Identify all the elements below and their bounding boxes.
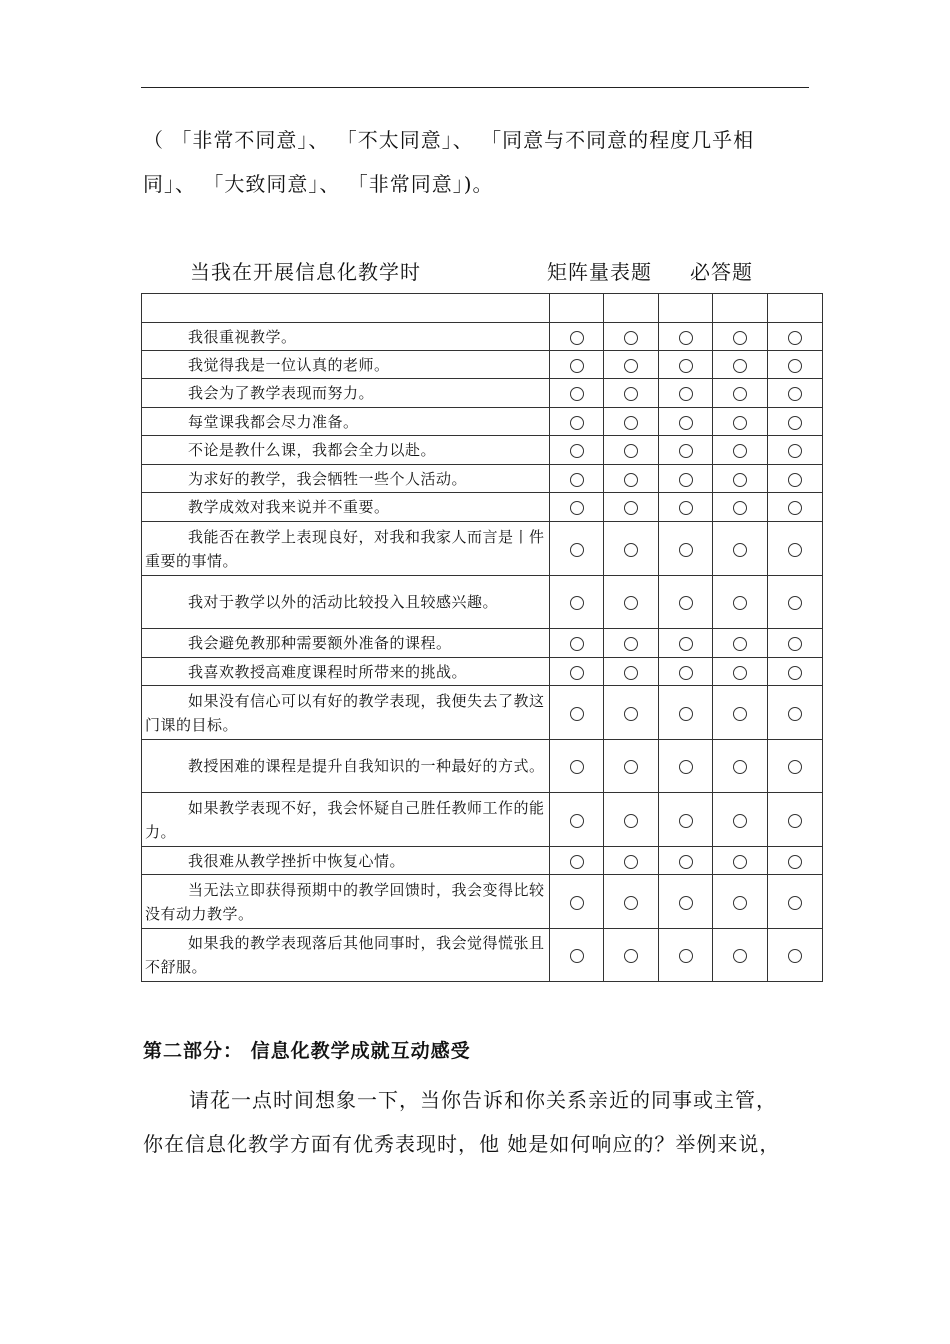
radio-option[interactable] bbox=[679, 855, 693, 869]
header-cell-option bbox=[713, 294, 768, 323]
radio-option[interactable] bbox=[570, 543, 584, 557]
statement-text: 我会为了教学表现而努力。 bbox=[188, 384, 375, 402]
radio-option[interactable] bbox=[733, 331, 747, 345]
radio-option[interactable] bbox=[788, 387, 802, 401]
statement-cell bbox=[142, 436, 550, 465]
option-cell bbox=[713, 436, 768, 465]
radio-option[interactable] bbox=[570, 444, 584, 458]
option-cell bbox=[604, 408, 659, 436]
option-cell bbox=[550, 658, 604, 686]
option-cell bbox=[659, 522, 713, 576]
radio-option[interactable] bbox=[624, 666, 638, 680]
option-cell bbox=[768, 522, 823, 576]
radio-option[interactable] bbox=[733, 387, 747, 401]
option-cell bbox=[659, 493, 713, 522]
statement-text: 如果没有信心可以有好的教学表现，我便失去了教这门课的目标。 bbox=[145, 691, 545, 734]
radio-option[interactable] bbox=[788, 359, 802, 373]
option-cell bbox=[659, 686, 713, 740]
option-cell bbox=[768, 847, 823, 875]
table-row bbox=[142, 493, 823, 522]
statement-text: 当无法立即获得预期中的教学回馈时，我会变得比较没有动力教学。 bbox=[145, 880, 545, 923]
option-cell bbox=[550, 793, 604, 847]
radio-option[interactable] bbox=[570, 331, 584, 345]
statement-cell bbox=[142, 493, 550, 522]
table-row bbox=[142, 522, 823, 576]
option-cell bbox=[604, 686, 659, 740]
option-cell bbox=[659, 351, 713, 379]
radio-option[interactable] bbox=[624, 444, 638, 458]
statement-text: 为求好的教学，我会牺牲一些个人活动。 bbox=[188, 469, 468, 488]
radio-option[interactable] bbox=[788, 760, 802, 774]
radio-option[interactable] bbox=[679, 707, 693, 721]
option-cell bbox=[768, 875, 823, 929]
radio-option[interactable] bbox=[733, 896, 747, 910]
option-cell bbox=[550, 436, 604, 465]
option-cell bbox=[604, 793, 659, 847]
option-cell bbox=[550, 847, 604, 875]
header-cell-option bbox=[550, 294, 604, 323]
option-cell bbox=[659, 847, 713, 875]
statement-text: 教学成效对我来说并不重要。 bbox=[188, 498, 390, 516]
table-row bbox=[142, 929, 823, 982]
table-row bbox=[142, 847, 823, 875]
option-cell bbox=[659, 658, 713, 686]
statement-text: 每堂课我都会尽力准备。 bbox=[188, 412, 359, 431]
option-cell bbox=[659, 875, 713, 929]
table-row bbox=[142, 875, 823, 929]
radio-option[interactable] bbox=[733, 501, 747, 515]
table-row bbox=[142, 686, 823, 740]
option-cell bbox=[604, 465, 659, 493]
question-title: 当我在开展信息化教学时 bbox=[190, 260, 421, 284]
radio-option[interactable] bbox=[624, 501, 638, 515]
header-cell-option bbox=[659, 294, 713, 323]
option-cell bbox=[550, 493, 604, 522]
option-cell bbox=[768, 408, 823, 436]
option-cell bbox=[768, 686, 823, 740]
statement-cell bbox=[142, 465, 550, 493]
radio-option[interactable] bbox=[624, 543, 638, 557]
radio-option[interactable] bbox=[570, 760, 584, 774]
option-cell bbox=[659, 436, 713, 465]
intro-line-1: （ 「非常不同意」、 「不太同意」、 「同意与不同意的程度几乎相 bbox=[143, 128, 755, 152]
table-row bbox=[142, 323, 823, 351]
statement-cell bbox=[142, 629, 550, 658]
option-cell bbox=[768, 793, 823, 847]
question-type: 矩阵量表题 bbox=[547, 260, 652, 284]
radio-option[interactable] bbox=[788, 444, 802, 458]
option-cell bbox=[604, 929, 659, 982]
radio-option[interactable] bbox=[679, 949, 693, 963]
radio-option[interactable] bbox=[679, 814, 693, 828]
table-row bbox=[142, 408, 823, 436]
option-cell bbox=[713, 351, 768, 379]
option-cell bbox=[550, 351, 604, 379]
option-cell bbox=[713, 408, 768, 436]
statement-cell bbox=[142, 658, 550, 686]
table-row bbox=[142, 436, 823, 465]
option-cell bbox=[768, 576, 823, 629]
option-cell bbox=[768, 323, 823, 351]
radio-option[interactable] bbox=[788, 596, 802, 610]
statement-cell bbox=[142, 875, 550, 929]
option-cell bbox=[713, 629, 768, 658]
statement-cell bbox=[142, 522, 550, 576]
radio-option[interactable] bbox=[570, 473, 584, 487]
statement-text: 我会避免教那种需要额外准备的课程。 bbox=[188, 634, 452, 652]
radio-option[interactable] bbox=[788, 501, 802, 515]
radio-option[interactable] bbox=[788, 331, 802, 345]
statement-text: 我很难从教学挫折中恢复心情。 bbox=[188, 851, 406, 870]
table-row bbox=[142, 351, 823, 379]
radio-option[interactable] bbox=[679, 359, 693, 373]
option-cell bbox=[550, 929, 604, 982]
option-cell bbox=[768, 658, 823, 686]
section-2-line-1: 请花一点时间想象一下，当你告诉和你关系亲近的同事或主管， bbox=[189, 1088, 777, 1112]
radio-option[interactable] bbox=[570, 814, 584, 828]
radio-option[interactable] bbox=[733, 444, 747, 458]
table-row bbox=[142, 658, 823, 686]
radio-option[interactable] bbox=[624, 949, 638, 963]
option-cell bbox=[604, 658, 659, 686]
radio-option[interactable] bbox=[733, 416, 747, 430]
radio-option[interactable] bbox=[679, 543, 693, 557]
section-2-line-2: 你在信息化教学方面有优秀表现时，他 她是如何响应的？举例来说， bbox=[143, 1132, 781, 1156]
radio-option[interactable] bbox=[570, 855, 584, 869]
table-row bbox=[142, 379, 823, 408]
radio-option[interactable] bbox=[788, 543, 802, 557]
radio-option[interactable] bbox=[624, 387, 638, 401]
option-cell bbox=[713, 929, 768, 982]
option-cell bbox=[550, 465, 604, 493]
option-cell bbox=[550, 629, 604, 658]
option-cell bbox=[713, 686, 768, 740]
option-cell bbox=[713, 323, 768, 351]
statement-cell bbox=[142, 323, 550, 351]
radio-option[interactable] bbox=[733, 707, 747, 721]
radio-option[interactable] bbox=[624, 473, 638, 487]
option-cell bbox=[713, 522, 768, 576]
radio-option[interactable] bbox=[788, 896, 802, 910]
radio-option[interactable] bbox=[624, 359, 638, 373]
option-cell bbox=[659, 576, 713, 629]
radio-option[interactable] bbox=[733, 596, 747, 610]
intro-line-2: 同」、 「大致同意」、 「非常同意」)。 bbox=[143, 172, 494, 196]
option-cell bbox=[550, 740, 604, 793]
option-cell bbox=[768, 493, 823, 522]
option-cell bbox=[713, 465, 768, 493]
radio-option[interactable] bbox=[679, 896, 693, 910]
statement-text: 如果教学表现不好，我会怀疑自己胜任教师工作的能力。 bbox=[145, 798, 545, 841]
option-cell bbox=[768, 351, 823, 379]
radio-option[interactable] bbox=[788, 637, 802, 651]
table-row bbox=[142, 740, 823, 793]
radio-option[interactable] bbox=[679, 416, 693, 430]
radio-option[interactable] bbox=[788, 666, 802, 680]
statement-text: 我喜欢教授高难度课程时所带来的挑战。 bbox=[188, 662, 468, 681]
option-cell bbox=[550, 522, 604, 576]
radio-option[interactable] bbox=[788, 949, 802, 963]
option-cell bbox=[604, 847, 659, 875]
statement-cell bbox=[142, 740, 550, 793]
radio-option[interactable] bbox=[570, 501, 584, 515]
option-cell bbox=[604, 351, 659, 379]
radio-option[interactable] bbox=[679, 637, 693, 651]
option-cell bbox=[659, 793, 713, 847]
statement-cell bbox=[142, 686, 550, 740]
radio-option[interactable] bbox=[570, 949, 584, 963]
statement-text: 不论是教什么课，我都会全力以赴。 bbox=[188, 441, 437, 459]
header-cell-statement bbox=[142, 294, 550, 323]
statement-text: 我对于教学以外的活动比较投入且较感兴趣。 bbox=[188, 593, 499, 611]
radio-option[interactable] bbox=[570, 896, 584, 910]
radio-option[interactable] bbox=[570, 707, 584, 721]
statement-cell bbox=[142, 379, 550, 408]
option-cell bbox=[604, 493, 659, 522]
option-cell bbox=[659, 323, 713, 351]
radio-option[interactable] bbox=[679, 473, 693, 487]
radio-option[interactable] bbox=[733, 760, 747, 774]
option-cell bbox=[604, 323, 659, 351]
option-cell bbox=[550, 408, 604, 436]
statement-text: 教授困难的课程是提升自我知识的一种最好的方式。 bbox=[188, 757, 545, 775]
radio-option[interactable] bbox=[788, 416, 802, 430]
radio-option[interactable] bbox=[570, 596, 584, 610]
radio-option[interactable] bbox=[679, 760, 693, 774]
option-cell bbox=[768, 629, 823, 658]
statement-cell bbox=[142, 847, 550, 875]
statement-cell bbox=[142, 793, 550, 847]
statement-cell bbox=[142, 408, 550, 436]
option-cell bbox=[604, 629, 659, 658]
radio-option[interactable] bbox=[733, 666, 747, 680]
radio-option[interactable] bbox=[624, 331, 638, 345]
radio-option[interactable] bbox=[624, 596, 638, 610]
option-cell bbox=[713, 493, 768, 522]
option-cell bbox=[713, 793, 768, 847]
option-cell bbox=[604, 875, 659, 929]
radio-option[interactable] bbox=[624, 896, 638, 910]
option-cell bbox=[550, 379, 604, 408]
option-cell bbox=[768, 379, 823, 408]
radio-option[interactable] bbox=[570, 666, 584, 680]
radio-option[interactable] bbox=[733, 855, 747, 869]
radio-option[interactable] bbox=[733, 949, 747, 963]
radio-option[interactable] bbox=[788, 855, 802, 869]
intro-paragraph bbox=[143, 118, 815, 206]
radio-option[interactable] bbox=[624, 855, 638, 869]
radio-option[interactable] bbox=[788, 814, 802, 828]
table-row bbox=[142, 465, 823, 493]
radio-option[interactable] bbox=[733, 473, 747, 487]
option-cell bbox=[713, 847, 768, 875]
option-cell bbox=[713, 379, 768, 408]
option-cell bbox=[659, 379, 713, 408]
option-cell bbox=[604, 436, 659, 465]
header-row bbox=[142, 294, 823, 323]
option-cell bbox=[604, 379, 659, 408]
radio-option[interactable] bbox=[788, 707, 802, 721]
statement-cell bbox=[142, 929, 550, 982]
option-cell bbox=[713, 740, 768, 793]
option-cell bbox=[659, 465, 713, 493]
radio-option[interactable] bbox=[624, 707, 638, 721]
option-cell bbox=[768, 740, 823, 793]
statement-text: 我觉得我是一位认真的老师。 bbox=[188, 355, 390, 374]
table-row bbox=[142, 793, 823, 847]
radio-option[interactable] bbox=[570, 637, 584, 651]
option-cell bbox=[659, 740, 713, 793]
option-cell bbox=[713, 576, 768, 629]
option-cell bbox=[659, 408, 713, 436]
required-label: 必答题 bbox=[690, 260, 753, 284]
option-cell bbox=[768, 465, 823, 493]
radio-option[interactable] bbox=[679, 596, 693, 610]
radio-option[interactable] bbox=[570, 387, 584, 401]
likert-matrix-table bbox=[141, 293, 823, 982]
option-cell bbox=[768, 929, 823, 982]
radio-option[interactable] bbox=[624, 814, 638, 828]
section-2-title: 第二部分： 信息化教学成就互动感受 bbox=[143, 1040, 471, 1062]
statement-cell bbox=[142, 576, 550, 629]
radio-option[interactable] bbox=[624, 637, 638, 651]
radio-option[interactable] bbox=[733, 814, 747, 828]
radio-option[interactable] bbox=[624, 760, 638, 774]
option-cell bbox=[604, 576, 659, 629]
section-2-body bbox=[143, 1078, 823, 1166]
radio-option[interactable] bbox=[679, 666, 693, 680]
radio-option[interactable] bbox=[679, 501, 693, 515]
option-cell bbox=[659, 629, 713, 658]
option-cell bbox=[768, 436, 823, 465]
radio-option[interactable] bbox=[570, 359, 584, 373]
option-cell bbox=[550, 323, 604, 351]
option-cell bbox=[604, 740, 659, 793]
option-cell bbox=[713, 658, 768, 686]
option-cell bbox=[604, 522, 659, 576]
radio-option[interactable] bbox=[733, 359, 747, 373]
radio-option[interactable] bbox=[788, 473, 802, 487]
radio-option[interactable] bbox=[733, 543, 747, 557]
header-cell-option bbox=[604, 294, 659, 323]
header-cell-option bbox=[768, 294, 823, 323]
radio-option[interactable] bbox=[679, 387, 693, 401]
radio-option[interactable] bbox=[679, 444, 693, 458]
radio-option[interactable] bbox=[733, 637, 747, 651]
option-cell bbox=[550, 686, 604, 740]
option-cell bbox=[713, 875, 768, 929]
statement-text: 如果我的教学表现落后其他同事时，我会觉得慌张且不舒服。 bbox=[145, 934, 545, 976]
table-row bbox=[142, 576, 823, 629]
statement-text: 我很重视教学。 bbox=[188, 327, 297, 346]
radio-option[interactable] bbox=[570, 416, 584, 430]
radio-option[interactable] bbox=[679, 331, 693, 345]
statement-text: 我能否在教学上表现良好，对我和我家人而言是丨件重要的事情。 bbox=[145, 527, 545, 570]
statement-cell bbox=[142, 351, 550, 379]
table-row bbox=[142, 629, 823, 658]
radio-option[interactable] bbox=[624, 416, 638, 430]
option-cell bbox=[550, 576, 604, 629]
option-cell bbox=[659, 929, 713, 982]
option-cell bbox=[550, 875, 604, 929]
top-rule bbox=[141, 87, 809, 88]
